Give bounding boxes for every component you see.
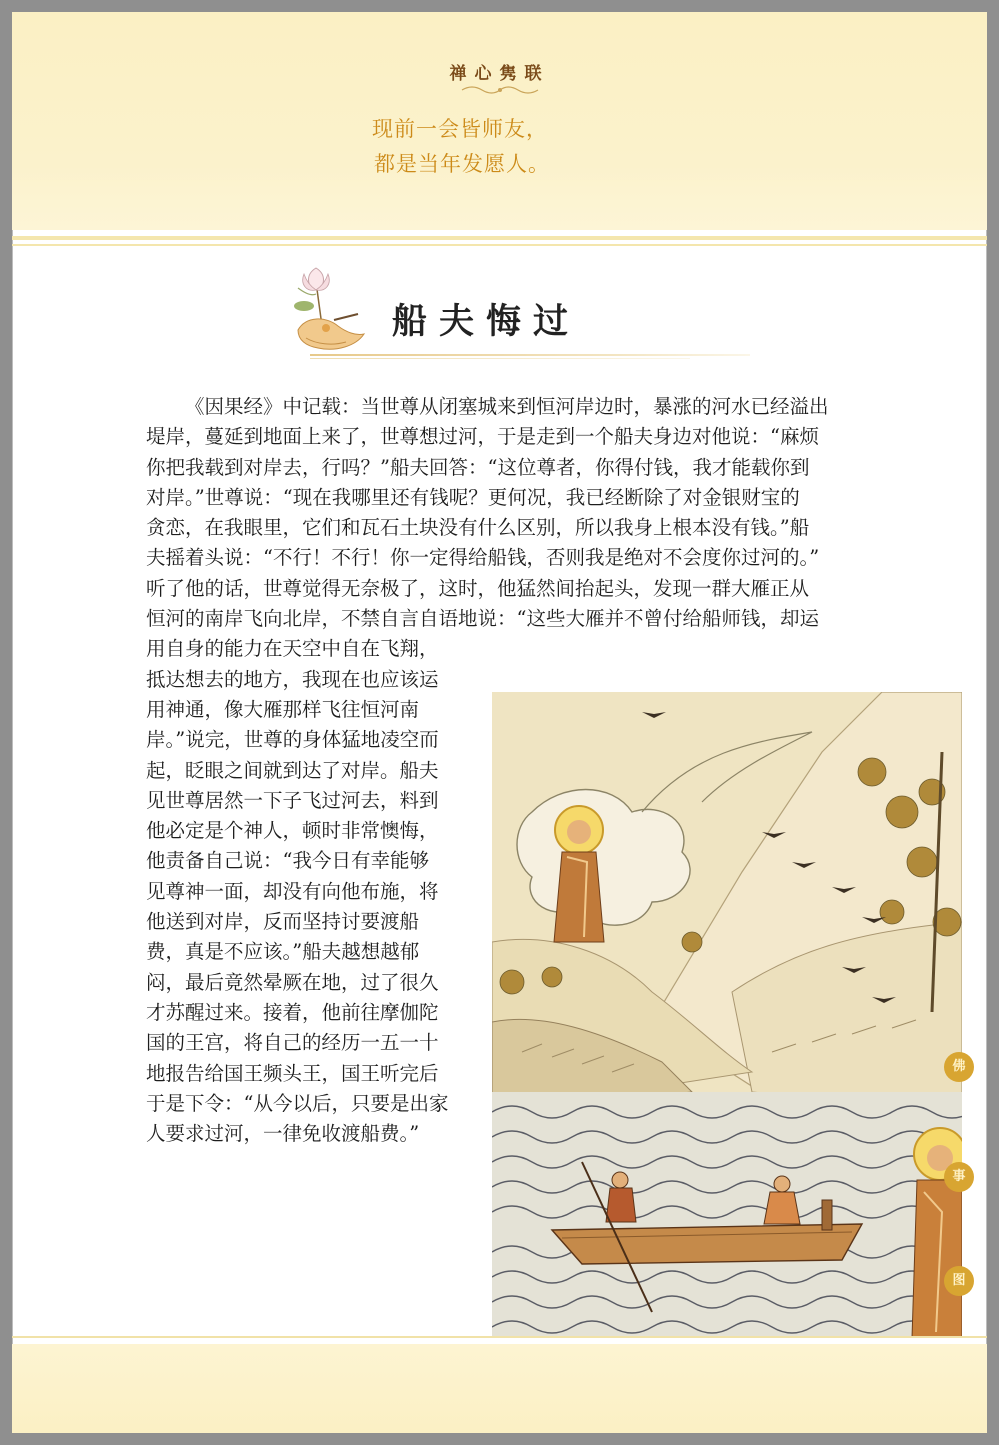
side-tab: 事 [944, 1162, 974, 1192]
couplet-line-1: 现前一会皆师友， [372, 117, 548, 141]
buddha-river-illustration [492, 692, 962, 1338]
body-line: 才苏醒过来。接着，他前往摩伽陀 [146, 1000, 439, 1024]
body-line: 他必定是个神人，顿时非常懊悔， [146, 819, 439, 843]
side-tab: 图 [944, 1266, 974, 1296]
body-line: 闷，最后竟然晕厥在地，过了很久 [146, 970, 439, 994]
body-line: 用自身的能力在天空中自在飞翔， [146, 637, 439, 661]
body-line: 岸。”说完，世尊的身体猛地凌空而 [146, 728, 439, 752]
lotus-hand-icon [276, 260, 372, 360]
section-label: 禅心隽联 [449, 64, 550, 84]
footer-band [12, 1344, 987, 1433]
body-line: 听了他的话，世尊觉得无奈极了，这时，他猛然间抬起头，发现一群大雁正从 [146, 576, 810, 600]
title-rule-thin [310, 358, 690, 359]
body-line: 堤岸，蔓延到地面上来了，世尊想过河，于是走到一个船夫身边对他说：“麻烦 [146, 425, 819, 449]
body-line: 你把我载到对岸去，行吗？”船夫回答：“这位尊者，你得付钱，我才能载你到 [146, 455, 810, 479]
body-line: 他送到对岸，反而坚持讨要渡船 [146, 910, 420, 934]
footer-rule [12, 1336, 987, 1338]
header-rule [12, 236, 987, 240]
body-line: 用神通，像大雁那样飞往恒河南 [146, 697, 420, 721]
body-line: 抵达想去的地方，我现在也应该运 [146, 667, 439, 691]
body-line: 费，真是不应该。”船夫越想越郁 [146, 940, 420, 964]
body-line: 恒河的南岸飞向北岸，不禁自言自语地说：“这些大雁并不曾付给船师钱，却运 [146, 607, 819, 631]
illustration-canvas [492, 692, 962, 1338]
body-line: 贪恋，在我眼里，它们和瓦石土块没有什么区别，所以我身上根本没有钱。”船 [146, 516, 810, 540]
body-line: 国的王宫，将自己的经历一五一十 [146, 1031, 439, 1055]
body-line: 于是下令：“从今以后，只要是出家 [146, 1091, 449, 1115]
body-line: 见尊神一面，却没有向他布施，将 [146, 879, 439, 903]
body-line: 他责备自己说：“我今日有幸能够 [146, 849, 429, 873]
couplet [372, 112, 632, 182]
article-title: 船夫悔过 [392, 301, 581, 342]
side-tab: 佛 [944, 1052, 974, 1082]
body-line: 见世尊居然一下子飞过河去，料到 [146, 788, 439, 812]
body-line: 《因果经》中记载：当世尊从闭塞城来到恒河岸边时，暴涨的河水已经溢出 [185, 395, 829, 418]
body-line: 起，眨眼之间就到达了对岸。船夫 [146, 758, 439, 782]
couplet-line-2: 都是当年发愿人。 [374, 152, 550, 176]
scroll-ornament-icon [460, 84, 540, 96]
body-line: 对岸。”世尊说：“现在我哪里还有钱呢？更何况，我已经断除了对金银财宝的 [146, 485, 800, 509]
title-rule [310, 354, 750, 356]
page [12, 12, 987, 1433]
body-line: 人要求过河，一律免收渡船费。” [146, 1122, 420, 1146]
header-rule-thin [12, 244, 987, 246]
body-line: 地报告给国王频头王，国王听完后 [146, 1061, 439, 1085]
body-line: 夫摇着头说：“不行！不行！你一定得给船钱，否则我是绝对不会度你过河的。” [146, 546, 820, 570]
